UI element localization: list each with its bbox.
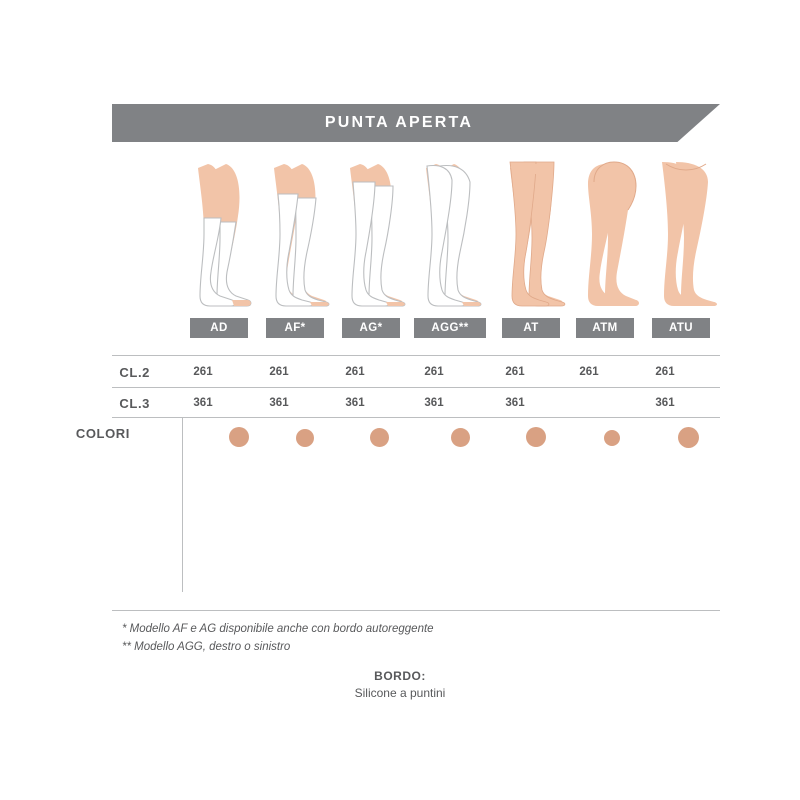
cell-cl2-ad: 261 xyxy=(193,366,213,378)
figures-row xyxy=(186,160,726,310)
color-swatch-at xyxy=(526,427,546,447)
figure-atu xyxy=(650,160,726,310)
table-rule-top xyxy=(112,355,720,356)
cell-cl2-at: 261 xyxy=(505,366,525,378)
footnote-asterisk: * Modello AF e AG disponibile anche con bordo autoreggente xyxy=(122,623,434,635)
figure-ag xyxy=(338,160,414,310)
banner xyxy=(112,104,720,142)
figure-atm xyxy=(574,160,650,310)
color-swatch-ad xyxy=(229,427,249,447)
column-label-ad: AD xyxy=(190,318,248,338)
column-label-at: AT xyxy=(502,318,560,338)
color-swatch-atm xyxy=(604,430,620,446)
row-label-colori: COLORI xyxy=(75,426,130,441)
column-label-atu: ATU xyxy=(652,318,710,338)
column-labels-row xyxy=(186,318,726,338)
figure-ad xyxy=(186,160,262,310)
row-label-cl3: CL.3 xyxy=(119,396,150,411)
bordo-title: BORDO: xyxy=(374,669,426,683)
color-swatch-atu xyxy=(678,427,699,448)
row-label-cl2: CL.2 xyxy=(119,365,150,380)
cell-cl3-atu: 361 xyxy=(655,397,675,409)
cell-cl2-atm: 261 xyxy=(579,366,599,378)
table-rule-bottom xyxy=(112,417,720,418)
table-rule-mid xyxy=(112,387,720,388)
figure-af xyxy=(262,160,338,310)
cell-cl3-ag: 361 xyxy=(345,397,365,409)
bordo-text: Silicone a puntini xyxy=(354,686,446,700)
cell-cl2-agg: 261 xyxy=(424,366,444,378)
cell-cl2-ag: 261 xyxy=(345,366,365,378)
cell-cl2-af: 261 xyxy=(269,366,289,378)
column-label-agg: AGG** xyxy=(414,318,486,338)
figure-at xyxy=(498,160,574,310)
color-swatch-agg xyxy=(451,428,470,447)
footer-rule xyxy=(112,610,720,611)
color-swatch-af xyxy=(296,429,314,447)
cell-cl3-ad: 361 xyxy=(193,397,213,409)
cell-cl2-atu: 261 xyxy=(655,366,675,378)
column-label-atm: ATM xyxy=(576,318,634,338)
figure-agg xyxy=(414,160,490,310)
cell-cl3-af: 361 xyxy=(269,397,289,409)
footnote-double-asterisk: ** Modello AGG, destro o sinistro xyxy=(122,641,291,653)
color-swatch-ag xyxy=(370,428,389,447)
page-title: PUNTA APERTA xyxy=(324,114,474,131)
cell-cl3-at: 361 xyxy=(505,397,525,409)
column-label-ag: AG* xyxy=(342,318,400,338)
table-vertical-rule xyxy=(182,417,183,592)
column-label-af: AF* xyxy=(266,318,324,338)
cell-cl3-agg: 361 xyxy=(424,397,444,409)
